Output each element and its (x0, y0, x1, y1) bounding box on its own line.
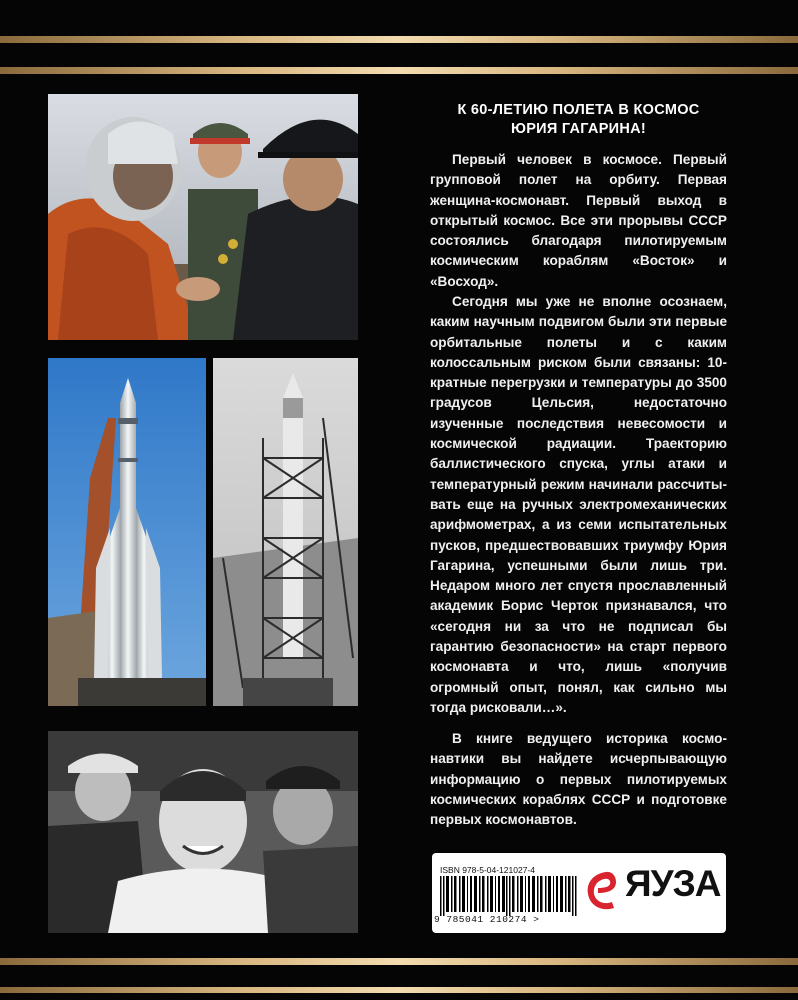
publisher-logo-text: ЯУЗА (625, 863, 721, 904)
photo-rocket-launchpad (48, 358, 206, 706)
book-paragraph: В книге ведущего историка космонавтики вы найдете исчерпывающую информацию о первых пилотируемых космических кораблях СССР и подготовке первых космонавтов. (430, 731, 727, 828)
intro-paragraph: Первый человек в космосе. Первый групповой полет на орбиту. Первая женщина-космонавт. Первый выход в открытый космос. Все эти прорывы СССР состоялись благодаря пилотируемым космическим кораблям «Восток» и «Восход». (430, 152, 727, 289)
bottom-gold-stripe-1 (0, 958, 798, 965)
main-paragraph: Сегодня мы уже не вполне осознаем, каким научным подвигом были эти первые орбитальные полеты и с каким колоссальным риском были связаны: 10-кратные перегрузки и температуры до 3500 градусов Цельсия, недостаточно изученные последствия невесомости и космической радиации. Траекторию баллистического спуска, углы атаки и температурный режим начинали рассчитывать еще на ручных электромеханических арифмометрах, а из семи испытательных пусков, предшествовавших триумфу Юрия Гагарина, успешными были лишь три. Недаром много лет спустя прославленный академик Борис Черток признавался, что «сегодня ни за что не подписал бы гарантию безопасности» на старт первого космонавта и что, лишь «получив огромный опыт, понял, как сильно мы тогда рисковали…». (430, 294, 727, 715)
bottom-gold-stripe-2 (0, 987, 798, 993)
photo-rocket-winter-bw (213, 358, 358, 706)
barcode-bars (440, 876, 578, 916)
barcode-digits: 9 785041 210274 > (434, 914, 540, 925)
photo-cosmonauts-greeting (48, 94, 358, 340)
publisher-e-logo-icon (584, 868, 618, 914)
heading-line-1: К 60-ЛЕТИЮ ПОЛЕТА В КОСМОС (457, 102, 700, 118)
isbn-text: ISBN 978-5-04-121027-4 (440, 865, 535, 875)
heading-line-2: ЮРИЯ ГАГАРИНА! (510, 121, 647, 137)
top-gold-stripe-1 (0, 36, 798, 43)
top-gold-stripe-2 (0, 67, 798, 74)
cover-heading (430, 101, 727, 139)
photo-gagarin-crowd (48, 731, 358, 933)
